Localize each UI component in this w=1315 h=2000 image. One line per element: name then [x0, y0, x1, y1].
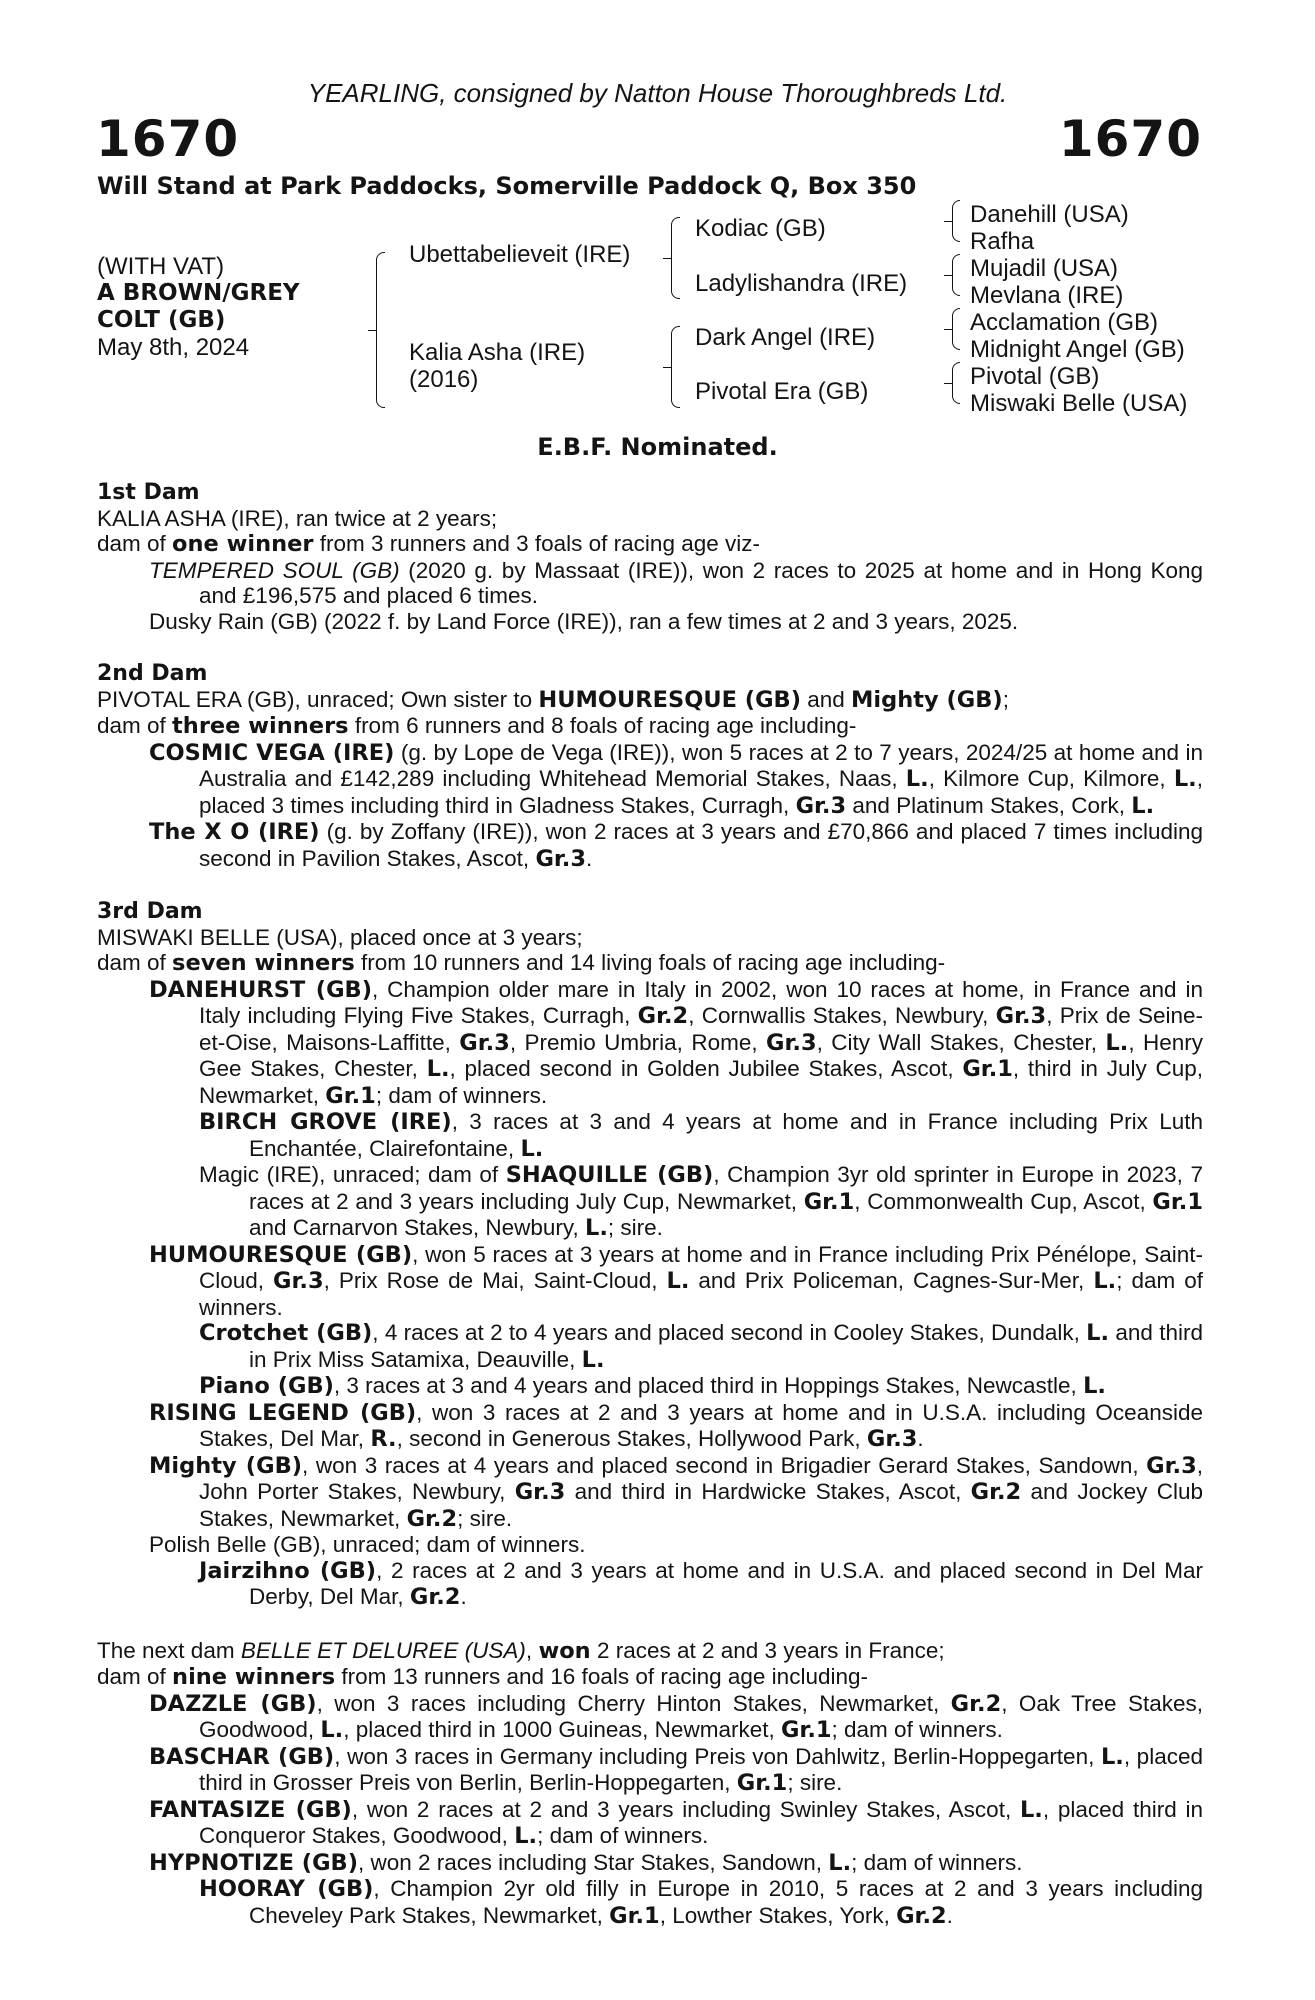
first-dam-heading: 1st Dam	[97, 480, 200, 505]
pedigree-ggp-6: Midnight Angel (GB)	[970, 336, 1185, 363]
produce-entry: COSMIC VEGA (IRE) (g. by Lope de Vega (IRE)), won 5 races at 2 to 7 years, 2024/25 at home and in Australia and £142,289 including Whitehead Memorial Stakes, Naas, L., Kilmore Cup, Kilmore, L., placed 3 times including third in Gladness Stakes, Curragh, Gr.3 and Platinum Stakes, Cork, L.	[149, 739, 1203, 819]
produce-entry: Magic (IRE), unraced; dam of SHAQUILLE (GB), Champion 3yr old sprinter in Europe in 2023, 7 races at 2 and 3 years including July Cup, Newmarket, Gr.1, Commonwealth Cup, Ascot, Gr.1 and Carnarvon Stakes, Newbury, L.; sire.	[199, 1162, 1203, 1241]
pedigree-brace-g2	[952, 254, 960, 296]
produce-entry: Polish Belle (GB), unraced; dam of winners.	[149, 1532, 586, 1557]
produce-entry: HYPNOTIZE (GB), won 2 races including Star Stakes, Sandown, L.; dam of winners.	[149, 1849, 1023, 1876]
pedigree-sire-dam: Ladylishandra (IRE)	[695, 270, 908, 297]
pedigree-ggp-4: Mevlana (IRE)	[970, 282, 1124, 309]
next-dam-line: The next dam BELLE ET DELUREE (USA), won 2 races at 2 and 3 years in France;	[97, 1637, 945, 1664]
produce-entry: DANEHURST (GB), Champion older mare in Italy in 2002, won 10 races at home, in France and in Italy including Flying Five Stakes, Curragh, Gr.2, Cornwallis Stakes, Newbury, Gr.3, Prix de Seine-et-Oise, Maisons-Laffitte, Gr.3, Premio Umbria, Rome, Gr.3, City Wall Stakes, Chester, L., Henry Gee Stakes, Chester, L., placed second in Golden Jubilee Stakes, Ascot, Gr.1, third in July Cup, Newmarket, Gr.1; dam of winners.	[149, 976, 1204, 1109]
pedigree-brace-sire	[671, 217, 680, 299]
produce-entry: HUMOURESQUE (GB), won 5 races at 3 years at home and in France including Prix Pénélope, Saint-Cloud, Gr.3, Prix Rose de Mai, Saint-Cloud, L. and Prix Policeman, Cagnes-Sur-Mer, L.; dam of winners.	[149, 1241, 1203, 1320]
produce-record	[97, 480, 1203, 1929]
third-dam-line: MISWAKI BELLE (USA), placed once at 3 years;	[97, 924, 583, 950]
second-dam-produce-summary: dam of three winners from 6 runners and 8 foals of racing age including-	[97, 713, 857, 739]
horse-name: TEMPERED SOUL (GB)	[149, 557, 400, 583]
vat-note: (WITH VAT)	[97, 253, 225, 280]
produce-entry: Crotchet (GB), 4 races at 2 to 4 years and placed second in Cooley Stakes, Dundalk, L. and third in Prix Miss Satamixa, Deauville, L.	[199, 1320, 1204, 1373]
pedigree-dam-dam: Pivotal Era (GB)	[695, 378, 869, 405]
pedigree-brace-g1	[952, 200, 960, 242]
first-dam-section	[97, 480, 1203, 634]
pedigree-dam-year: (2016)	[409, 366, 479, 393]
produce-entry: BIRCH GROVE (IRE), 3 races at 3 and 4 years at home and in France including Prix Luth Enchantée, Clairefontaine, L.	[199, 1109, 1203, 1162]
pedigree-dam-sire: Dark Angel (IRE)	[695, 324, 876, 351]
third-dam-section	[97, 899, 1203, 1611]
pedigree-sire-sire: Kodiac (GB)	[695, 215, 826, 242]
third-dam-produce-summary: dam of seven winners from 10 runners and 14 living foals of racing age including-	[97, 950, 946, 976]
produce-entry: Jairzihno (GB), 2 races at 2 and 3 years at home and in U.S.A. and placed second in Del Mar Derby, Del Mar, Gr.2.	[199, 1557, 1203, 1610]
next-dam-section	[97, 1638, 1203, 1930]
second-dam-section	[97, 661, 1203, 872]
foaling-date: May 8th, 2024	[97, 334, 250, 361]
horse-description-1: A BROWN/GREY	[97, 280, 300, 306]
produce-entry: Piano (GB), 3 races at 3 and 4 years and placed third in Hoppings Stakes, Newcastle, L.	[199, 1373, 1106, 1399]
pedigree-sire: Ubettabelieveit (IRE)	[409, 241, 631, 268]
pedigree-ggp-1: Danehill (USA)	[970, 201, 1129, 228]
produce-entry: Mighty (GB), won 3 races at 4 years and placed second in Brigadier Gerard Stakes, Sandown, Gr.3, John Porter Stakes, Newbury, Gr.3 and third in Hardwicke Stakes, Ascot, Gr.2 and Jockey Club Stakes, Newmarket, Gr.2; sire.	[149, 1452, 1203, 1532]
horse-description-2: COLT (GB)	[97, 307, 226, 333]
pedigree-brace-dam	[671, 326, 680, 408]
pedigree-ggp-7: Pivotal (GB)	[970, 363, 1100, 390]
produce-entry: DAZZLE (GB), won 3 races including Cherry Hinton Stakes, Newmarket, Gr.2, Oak Tree Stakes, Goodwood, L., placed third in 1000 Guineas, Newmarket, Gr.1; dam of winners.	[149, 1690, 1204, 1743]
produce-entry: RISING LEGEND (GB), won 3 races at 2 and 3 years at home and in U.S.A. including Oceanside Stakes, Del Mar, R., second in Generous Stakes, Hollywood Park, Gr.3.	[149, 1399, 1203, 1452]
pedigree-dam: Kalia Asha (IRE)	[409, 339, 586, 366]
pedigree-brace-g3	[952, 308, 960, 350]
first-dam-line: KALIA ASHA (IRE), ran twice at 2 years;	[97, 505, 498, 531]
produce-entry: TEMPERED SOUL (GB) (2020 g. by Massaat (IRE)), won 2 races to 2025 at home and in Hong Kong and £196,575 and placed 6 times.	[149, 557, 1203, 608]
second-dam-heading: 2nd Dam	[97, 661, 208, 686]
pedigree-ggp-8: Miswaki Belle (USA)	[970, 390, 1188, 417]
third-dam-heading: 3rd Dam	[97, 899, 203, 924]
produce-entry: The X O (IRE) (g. by Zoffany (IRE)), won 2 races at 3 years and £70,866 and placed 7 times including second in Pavilion Stakes, Ascot, Gr.3.	[149, 819, 1204, 872]
produce-entry: Dusky Rain (GB) (2022 f. by Land Force (IRE)), ran a few times at 2 and 3 years, 2025.	[149, 608, 1019, 634]
lot-number-right: 1670	[1058, 110, 1202, 168]
produce-entry: FANTASIZE (GB), won 2 races at 2 and 3 years including Swinley Stakes, Ascot, L., placed third in Conqueror Stakes, Goodwood, L.; dam of winners.	[149, 1796, 1204, 1849]
pedigree-ggp-2: Rafha	[970, 228, 1035, 255]
produce-entry: HOORAY (GB), Champion 2yr old filly in Europe in 2010, 5 races at 2 and 3 years including Cheveley Park Stakes, Newmarket, Gr.1, Lowther Stakes, York, Gr.2.	[199, 1876, 1203, 1929]
pedigree-brace-main	[376, 252, 385, 408]
produce-entry: BASCHAR (GB), won 3 races in Germany including Preis von Dahlwitz, Berlin-Hoppegarten, L., placed third in Grosser Preis von Berlin, Berlin-Hoppegarten, Gr.1; sire.	[149, 1743, 1203, 1796]
pedigree-brace-g4	[952, 362, 960, 404]
ebf-nomination: E.B.F. Nominated.	[537, 433, 778, 461]
lot-number-left: 1670	[96, 110, 240, 168]
stand-location: Will Stand at Park Paddocks, Somerville Paddock Q, Box 350	[97, 172, 917, 200]
pedigree-ggp-3: Mujadil (USA)	[970, 255, 1119, 282]
next-dam-produce-summary: dam of nine winners from 13 runners and 16 foals of racing age including-	[97, 1664, 868, 1690]
consignor-line: YEARLING, consigned by Natton House Thoroughbreds Ltd.	[307, 78, 1008, 108]
second-dam-line: PIVOTAL ERA (GB), unraced; Own sister to HUMOURESQUE (GB) and Mighty (GB);	[97, 686, 1009, 713]
pedigree-ggp-5: Acclamation (GB)	[970, 309, 1159, 336]
first-dam-produce-summary: dam of one winner from 3 runners and 3 foals of racing age viz-	[97, 531, 760, 557]
